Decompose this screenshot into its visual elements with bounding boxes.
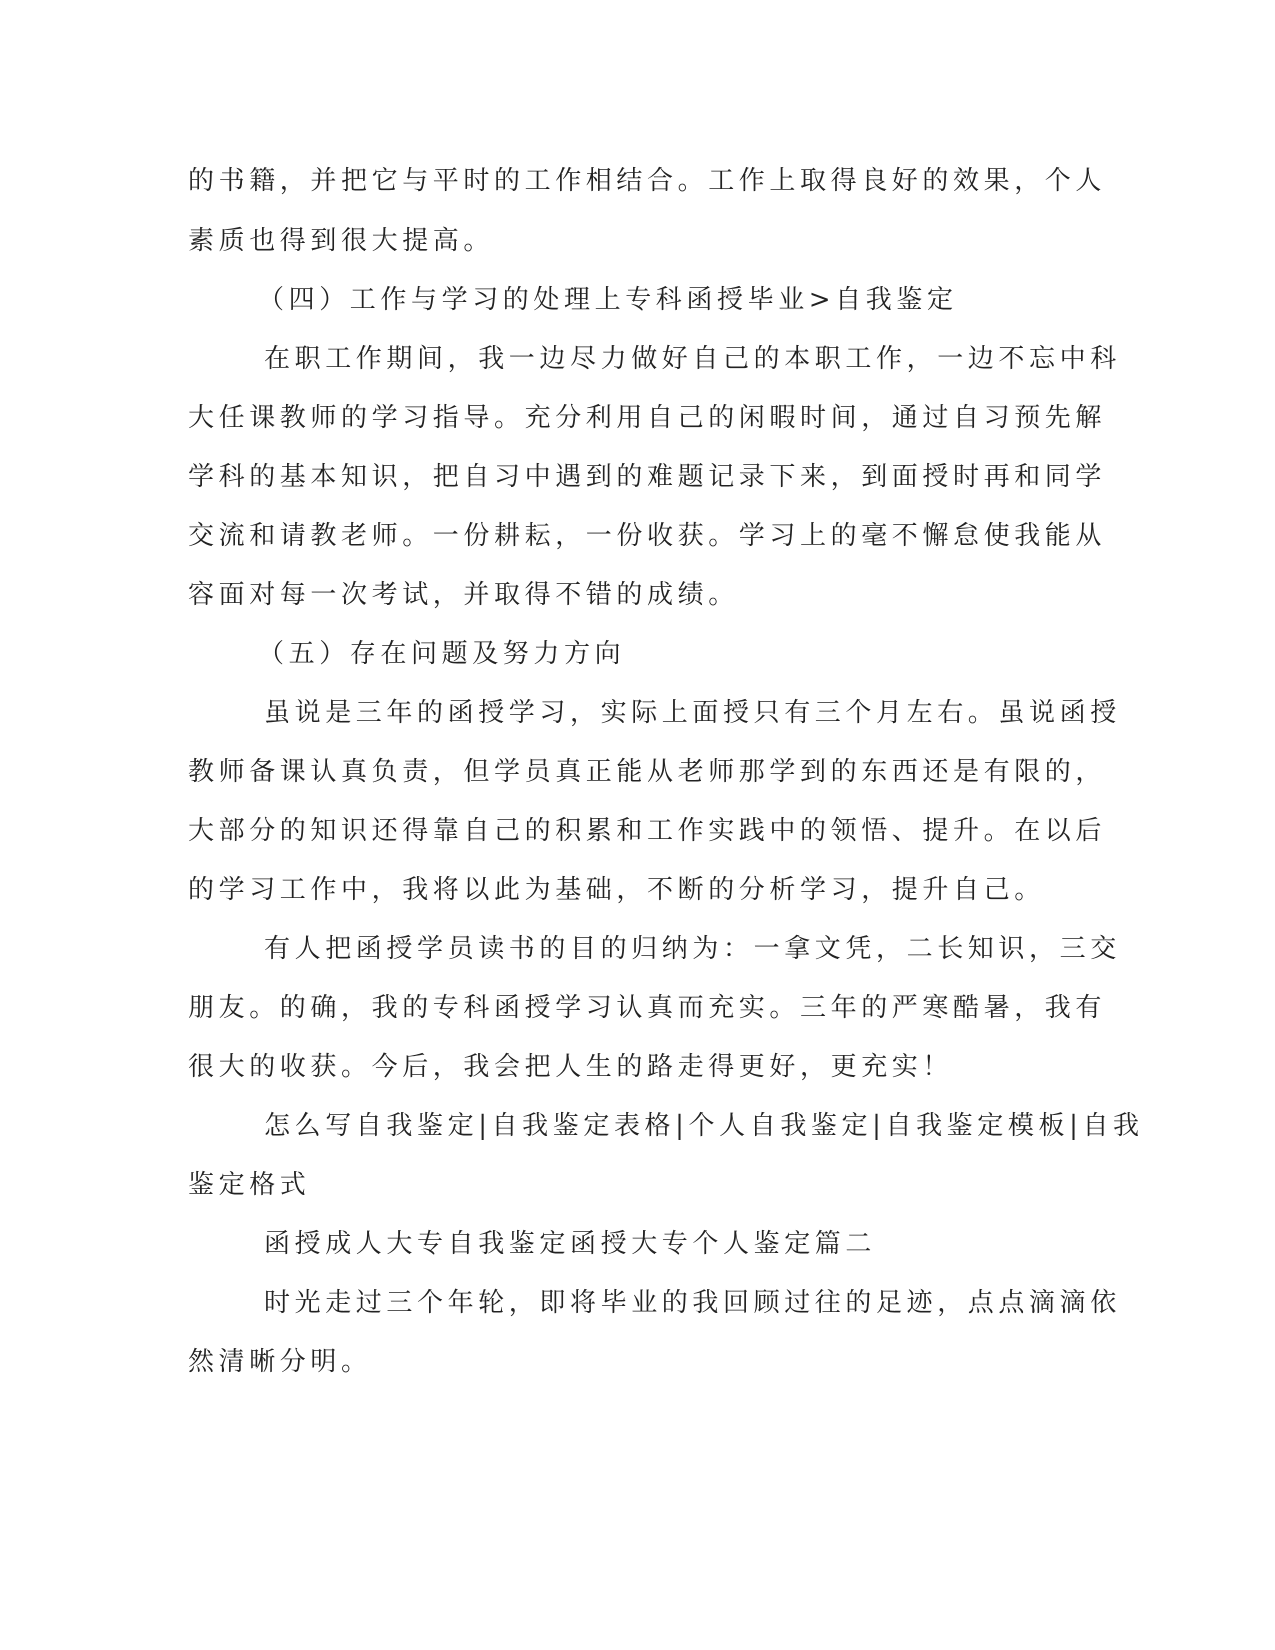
body-text-line: 然清晰分明。 (188, 1347, 372, 1377)
body-text-line: 容面对每一次考试，并取得不错的成绩。 (188, 580, 739, 610)
body-text-line: 素质也得到很大提高。 (188, 226, 495, 256)
body-text-line: 教师备课认真负责，但学员真正能从老师那学到的东西还是有限的， (188, 757, 1107, 787)
body-text-line: 学科的基本知识，把自习中遇到的难题记录下来，到面授时再和同学 (188, 462, 1107, 492)
body-text-line: 在职工作期间，我一边尽力做好自己的本职工作，一边不忘中科 (264, 344, 1121, 374)
body-text-line: 有人把函授学员读书的目的归纳为：一拿文凭，二长知识，三交 (264, 934, 1121, 964)
body-text-line: 交流和请教老师。一份耕耘，一份收获。学习上的毫不懈怠使我能从 (188, 521, 1107, 551)
section-heading: （四）工作与学习的处理上专科函授毕业>自我鉴定 (258, 285, 958, 315)
body-text-line: 鉴定格式 (188, 1170, 311, 1200)
body-text-line: 的书籍，并把它与平时的工作相结合。工作上取得良好的效果，个人 (188, 166, 1107, 196)
body-text-line: 时光走过三个年轮，即将毕业的我回顾过往的足迹，点点滴滴依 (264, 1288, 1121, 1318)
body-text-line: 大任课教师的学习指导。充分利用自己的闲暇时间，通过自习预先解 (188, 403, 1107, 433)
body-text-line: 很大的收获。今后，我会把人生的路走得更好，更充实！ (188, 1052, 954, 1082)
section-heading: 函授成人大专自我鉴定函授大专个人鉴定篇二 (264, 1229, 877, 1259)
body-text-line: 虽说是三年的函授学习，实际上面授只有三个月左右。虽说函授 (264, 698, 1121, 728)
body-text-line: 大部分的知识还得靠自己的积累和工作实践中的领悟、提升。在以后 (188, 816, 1107, 846)
body-text-line: 的学习工作中，我将以此为基础，不断的分析学习，提升自己。 (188, 875, 1045, 905)
body-text-line: 怎么写自我鉴定|自我鉴定表格|个人自我鉴定|自我鉴定模板|自我 (264, 1111, 1144, 1141)
section-heading: （五）存在问题及努力方向 (258, 639, 626, 669)
body-text-line: 朋友。的确，我的专科函授学习认真而充实。三年的严寒酷暑，我有 (188, 993, 1107, 1023)
